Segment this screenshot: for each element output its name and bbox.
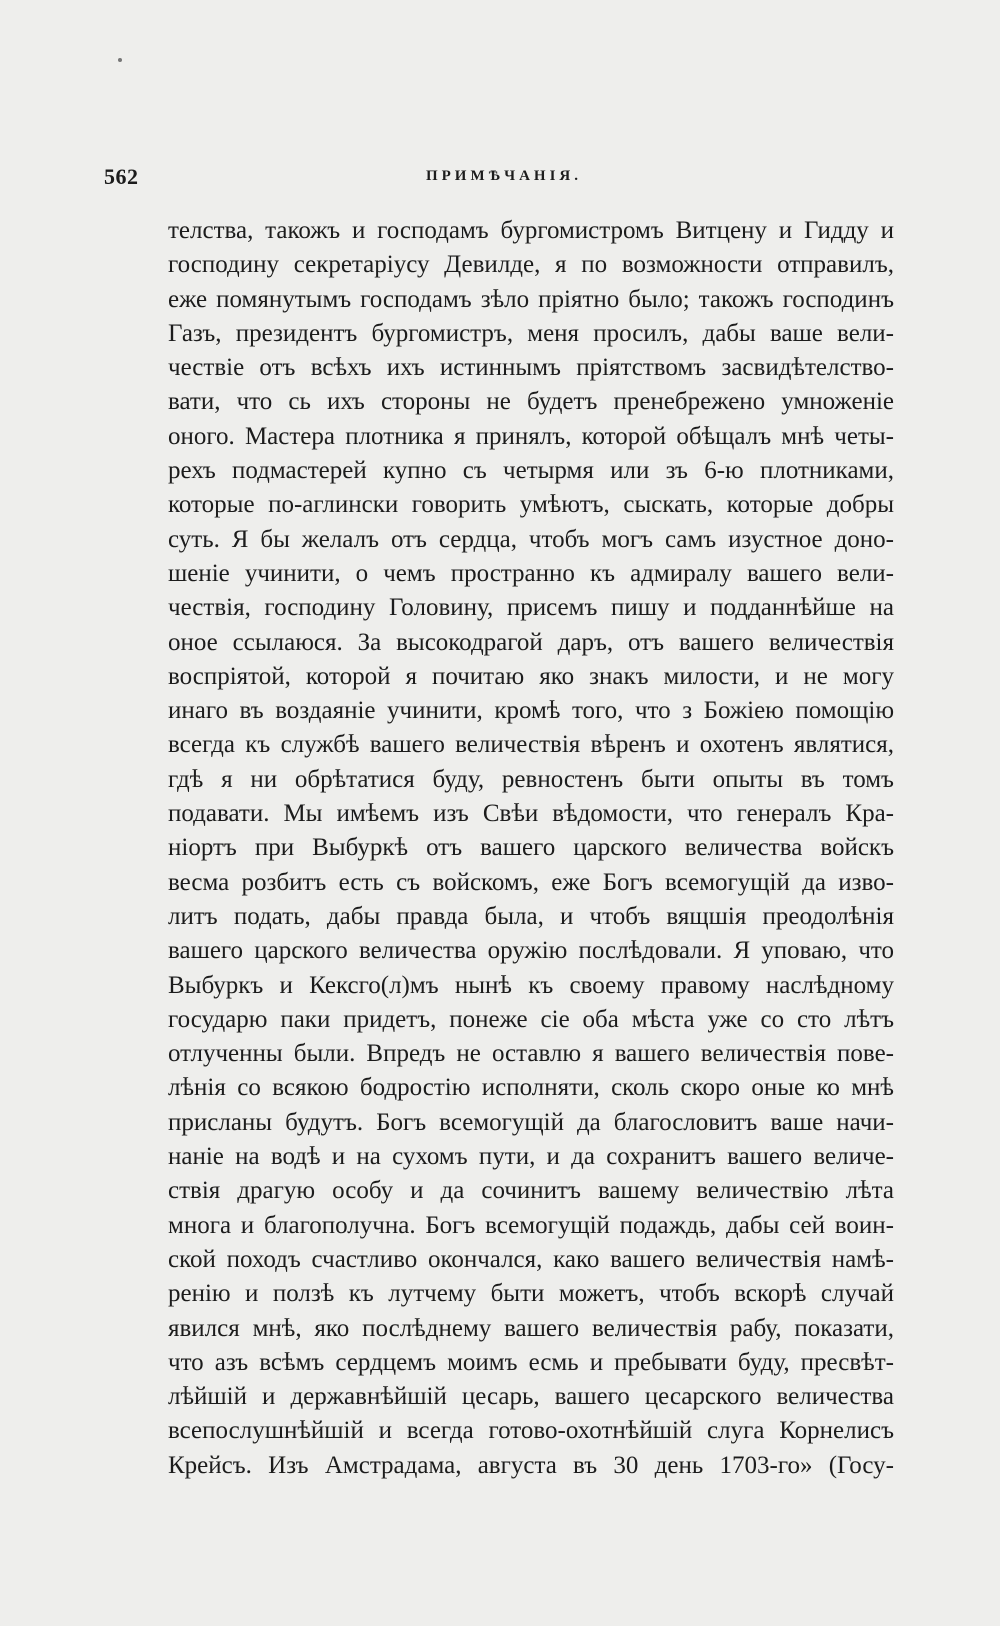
text-line: суть. Я бы желалъ отъ сердца, чтобъ могъ самъ изустное доно- [168, 525, 894, 553]
text-line: оное ссылаюся. За высокодрагой даръ, отъ вашего величествія [168, 628, 894, 656]
text-line: подавати. Мы имѣемъ изъ Свѣи вѣдомости, что генералъ Кра- [168, 800, 894, 828]
text-line: весма розбитъ есть съ войскомъ, еже Богъ всемогущій да изво- [168, 868, 894, 896]
text-line: лѣйшій и державнѣйшій цесарь, вашего цесарского величества [168, 1383, 894, 1411]
text-line: ренію и ползѣ къ лутчему быти можетъ, чтобъ вскорѣ случай [168, 1280, 894, 1308]
text-line: которые по-аглински говорить умѣютъ, сыскать, которые добры [168, 491, 894, 519]
text-line: чествія, господину Головину, присемъ пишу и подданнѣйше на [168, 594, 894, 622]
text-line: всегда къ службѣ вашего величествія вѣренъ и охотенъ являтися, [168, 731, 894, 759]
text-line: господину секретаріусу Девилде, я по возможности отправилъ, [168, 251, 894, 279]
text-line: что азъ всѣмъ сердцемъ моимъ есмь и пребывати буду, пресвѣт- [168, 1348, 894, 1376]
text-line: вати, что сь ихъ стороны не будетъ пренебрежено умноженіе [168, 388, 894, 416]
running-head: ПРИМѢЧАНІЯ. [425, 168, 583, 184]
text-line: гдѣ я ни обрѣтатися буду, ревностенъ быти опыты въ томъ [168, 765, 894, 793]
text-line: рехъ подмастерей купно съ четырмя или зъ 6-ю плотниками, [168, 457, 894, 485]
text-line: телства, такожъ и господамъ бургомистромъ Витцену и Гидду и [168, 217, 894, 244]
page-header [104, 164, 904, 194]
text-line: воспріятой, которой я почитаю яко знакъ милости, и не могу [168, 662, 894, 690]
text-line: инаго въ воздаяніе учинити, кромѣ того, что з Божіею помощію [168, 697, 894, 725]
text-line: литъ подать, дабы правда была, и чтобъ вящшія преодолѣнія [168, 902, 894, 930]
body-text [168, 214, 894, 1483]
text-line: явился мнѣ, яко послѣднему вашего величествія рабу, показати, [168, 1314, 894, 1342]
text-line: еже помянутымъ господамъ зѣло пріятно было; такожъ господинъ [168, 285, 894, 313]
text-line: государю паки придетъ, понеже сіе оба мѣста уже со сто лѣтъ [168, 1005, 894, 1033]
text-line: отлученны были. Впредъ не оставлю я вашего величествія пове- [168, 1040, 894, 1068]
text-line: наніе на водѣ и на сухомъ пути, и да сохранитъ вашего величе- [168, 1143, 894, 1171]
text-line: Крейсъ. Изъ Амстрадама, августа въ 30 день 1703-го» (Госу- [168, 1451, 894, 1479]
text-line: оного. Мастера плотника я принялъ, которой обѣщалъ мнѣ четы- [168, 422, 894, 450]
text-line: Газъ, президентъ бургомистръ, меня просилъ, дабы ваше вели- [168, 319, 894, 347]
text-line: вашего царского величества оружію послѣдовали. Я уповаю, что [168, 937, 894, 965]
ink-speck [118, 58, 122, 62]
text-line: ствія драгую особу и да сочинитъ вашему величествію лѣта [168, 1177, 894, 1205]
text-line: всепослушнѣйшій и всегда готово-охотнѣйшій слуга Корнелисъ [168, 1417, 894, 1445]
text-line: присланы будутъ. Богъ всемогущій да благословитъ ваше начи- [168, 1108, 894, 1136]
text-line: шеніе учинити, о чемъ пространно къ адмиралу вашего вели- [168, 559, 894, 587]
text-line: ніортъ при Выбуркѣ отъ вашего царского величества войскъ [168, 834, 894, 862]
text-line: многа и благополучна. Богъ всемогущій подаждь, дабы сей воин- [168, 1211, 894, 1239]
page-number: 562 [104, 164, 139, 189]
text-line: ской походъ счастливо окончался, како вашего величествія намѣ- [168, 1245, 894, 1273]
text-line: чествіе отъ всѣхъ ихъ истиннымъ пріятствомъ засвидѣтелство- [168, 354, 894, 382]
text-line: лѣнія со всякою бодростію исполняти, сколь скоро оные ко мнѣ [168, 1074, 894, 1102]
text-line: Выбуркъ и Кексго(л)мъ нынѣ къ своему правому наслѣдному [168, 971, 894, 999]
